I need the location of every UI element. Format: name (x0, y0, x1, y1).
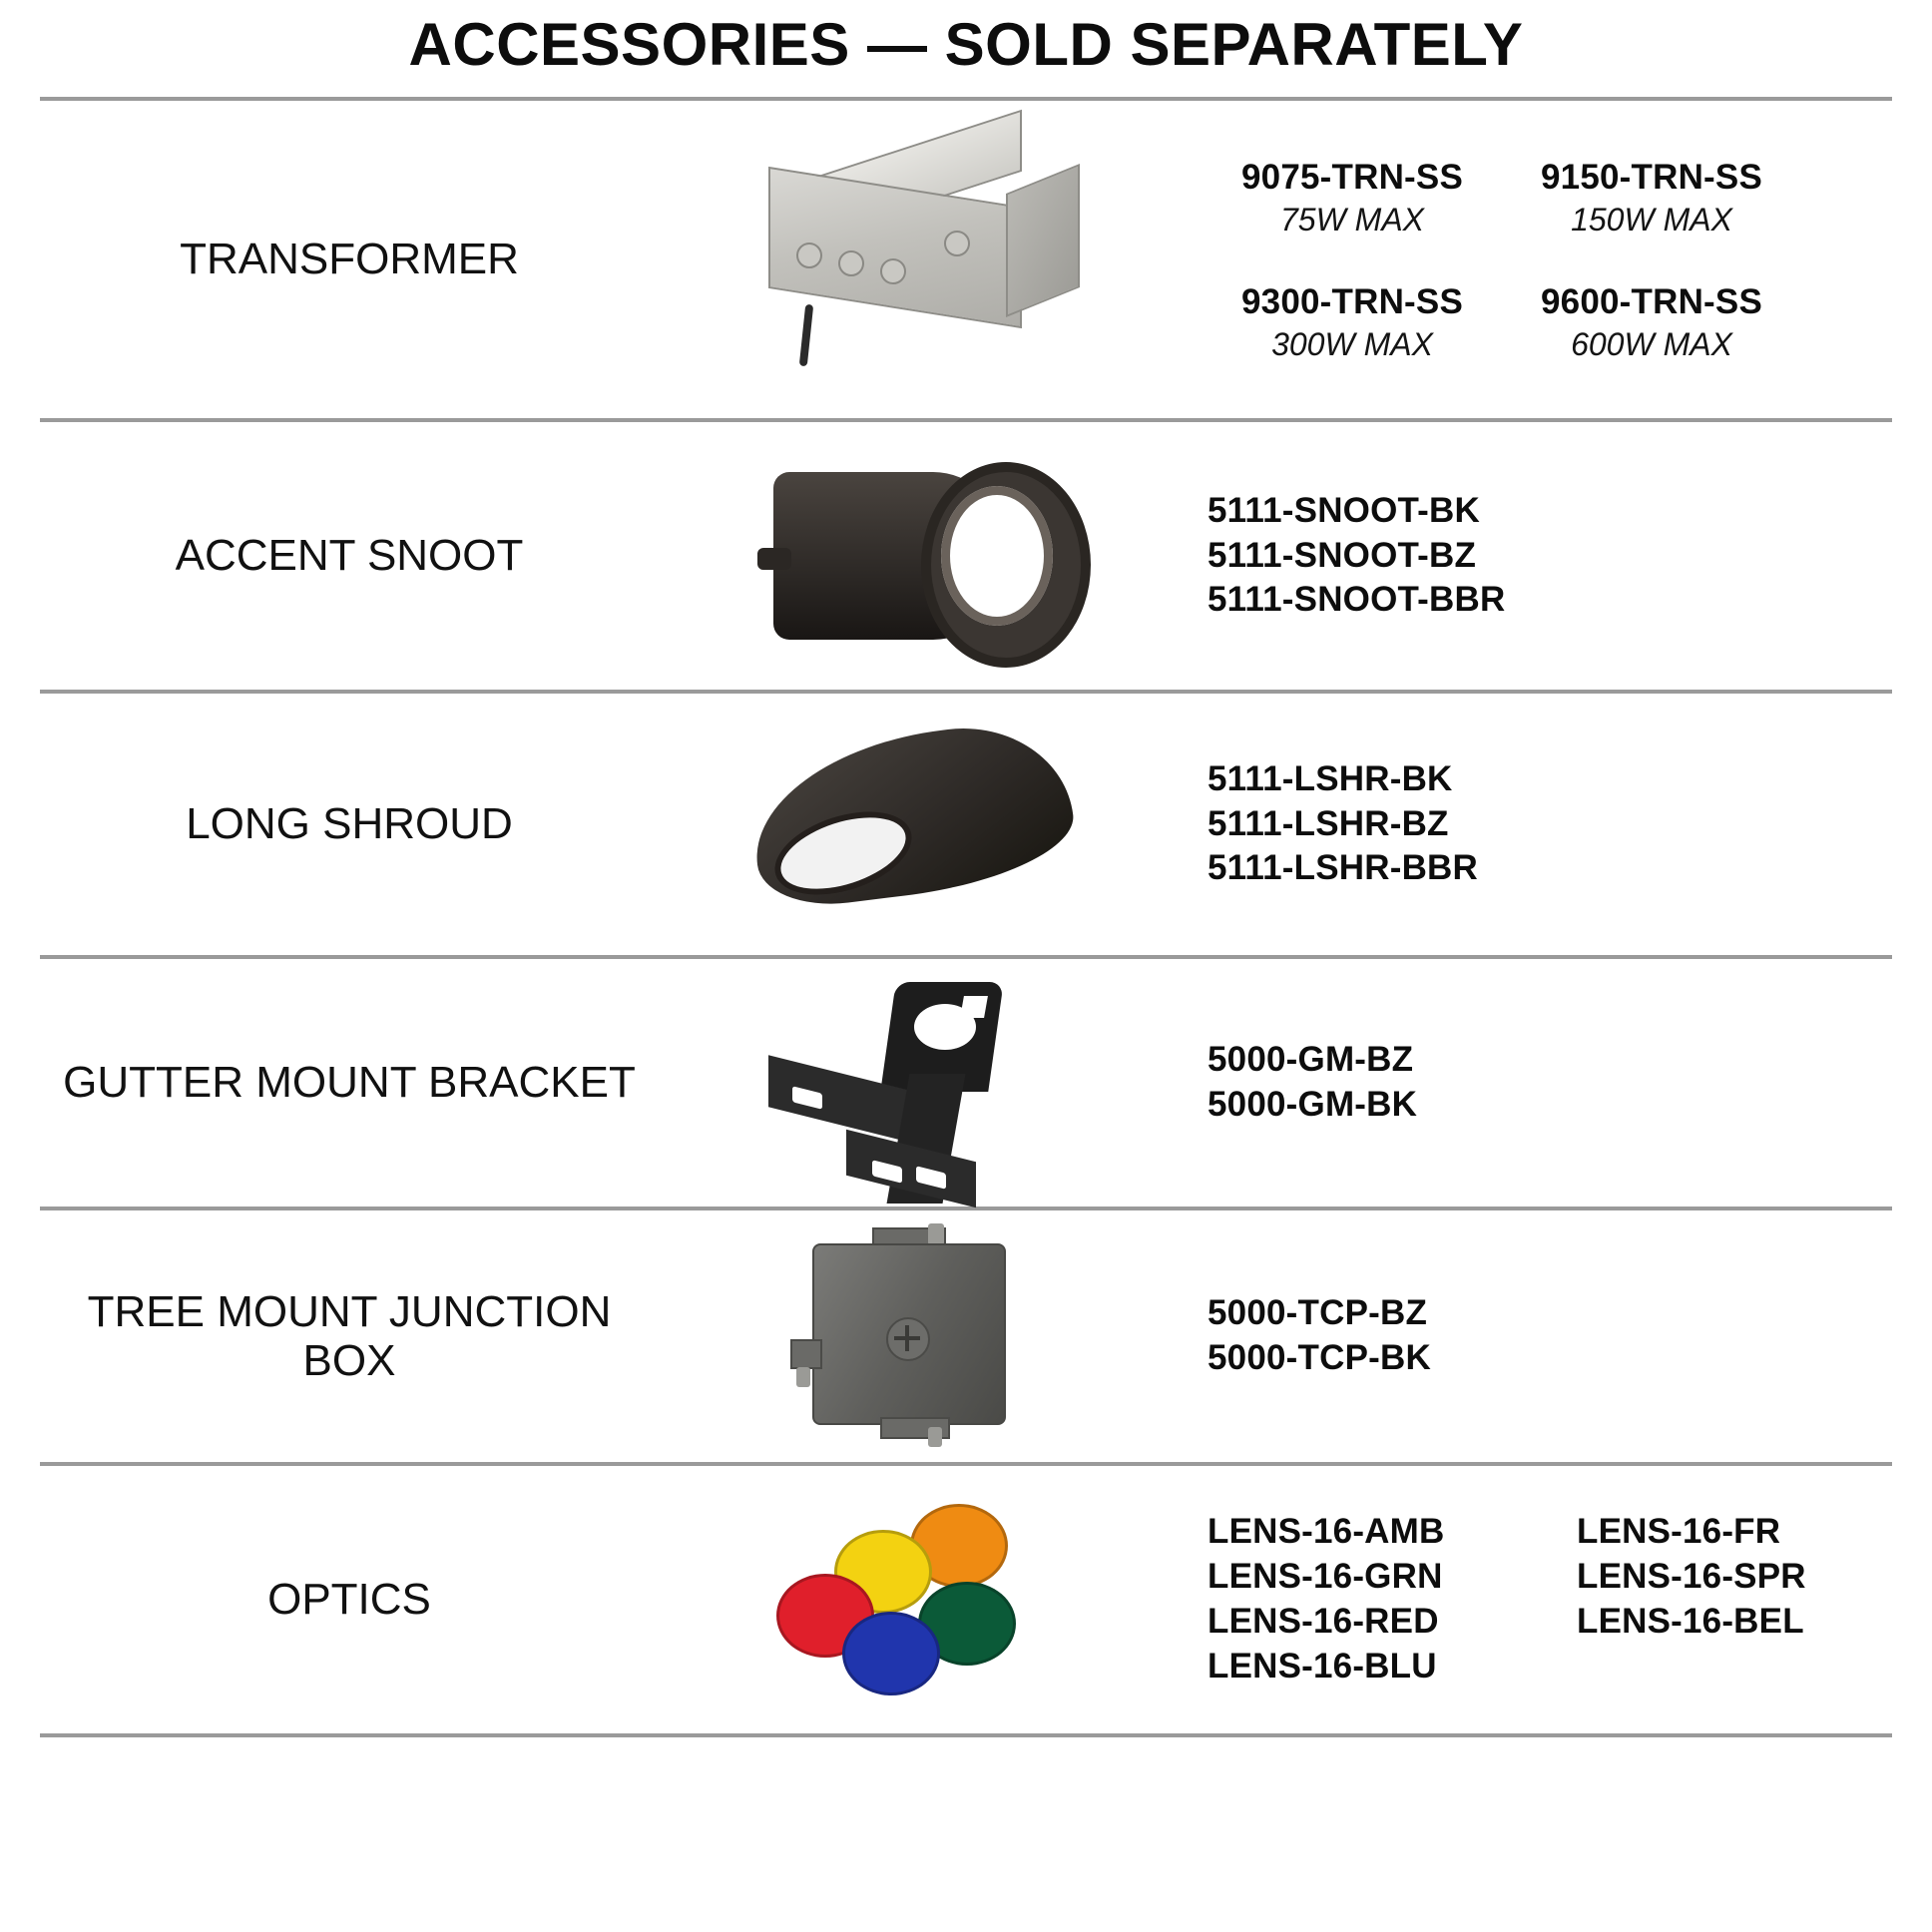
code-subtext: 75W MAX (1279, 201, 1425, 238)
code-text: 5111-LSHR-BK (1208, 758, 1453, 798)
code-text: 5111-LSHR-BZ (1208, 803, 1449, 843)
code-text: LENS-16-BLU (1208, 1646, 1437, 1686)
table-row (40, 101, 1892, 418)
accessory-codes (1178, 156, 1892, 363)
accessory-image-cell (659, 978, 1178, 1188)
code-text: 5111-SNOOT-BK (1208, 490, 1480, 530)
code-text: LENS-16-FR (1577, 1512, 1781, 1552)
code-subtext: 150W MAX (1571, 201, 1732, 238)
code-item (1507, 156, 1796, 239)
table-row (40, 1466, 1892, 1733)
code-text: LENS-16-GRN (1208, 1557, 1443, 1597)
accessory-image-cell (659, 1221, 1178, 1451)
optics-lenses-photo (768, 1500, 1068, 1699)
divider (40, 1733, 1892, 1737)
transformer-photo (738, 145, 1098, 374)
accessory-codes (1178, 757, 1892, 891)
tree-mount-junction-box-photo (768, 1221, 1068, 1451)
accessory-name: TREE MOUNT JUNCTION BOX (87, 1286, 612, 1385)
code-text: 5000-GM-BZ (1208, 1040, 1414, 1080)
page-title: ACCESSORIES — SOLD SEPARATELY (408, 11, 1524, 78)
accessory-name: OPTICS (267, 1575, 431, 1625)
accessory-name: TRANSFORMER (180, 235, 519, 284)
code-text: LENS-16-AMB (1208, 1512, 1445, 1552)
lens-blue-icon (842, 1612, 940, 1695)
code-text: 5000-TCP-BK (1208, 1338, 1431, 1377)
accessory-image-cell (659, 724, 1178, 924)
accessory-codes (1178, 1291, 1892, 1381)
code-text: LENS-16-BEL (1577, 1602, 1804, 1641)
accessory-name: ACCENT SNOOT (175, 531, 524, 581)
code-text: LENS-16-RED (1208, 1602, 1439, 1641)
code-text: 9075-TRN-SS (1241, 157, 1463, 197)
accessory-image-cell (659, 1500, 1178, 1699)
accessory-image-cell (659, 456, 1178, 656)
table-row (40, 1210, 1892, 1462)
accessory-codes (1178, 1038, 1892, 1128)
code-text: 5111-LSHR-BBR (1208, 848, 1479, 888)
long-shroud-photo (738, 724, 1098, 924)
table-row (40, 959, 1892, 1207)
code-item (1208, 156, 1497, 239)
code-subtext: 600W MAX (1571, 325, 1732, 362)
accessory-image-cell (659, 145, 1178, 374)
code-text: 5000-TCP-BZ (1208, 1293, 1428, 1333)
code-text: 9150-TRN-SS (1541, 157, 1762, 197)
accessory-name: GUTTER MOUNT BRACKET (63, 1058, 636, 1108)
code-text: 5111-SNOOT-BBR (1208, 580, 1506, 620)
code-subtext: 300W MAX (1271, 325, 1433, 362)
accessory-codes (1178, 1510, 1892, 1689)
code-text: 9300-TRN-SS (1241, 282, 1463, 321)
code-text: 9600-TRN-SS (1541, 282, 1762, 321)
gutter-mount-bracket-photo (748, 978, 1088, 1188)
code-text: LENS-16-SPR (1577, 1557, 1806, 1597)
accessory-codes (1178, 489, 1892, 623)
code-text: 5111-SNOOT-BZ (1208, 535, 1477, 575)
code-item (1507, 280, 1796, 363)
table-row (40, 694, 1892, 955)
table-row (40, 422, 1892, 690)
code-text: 5000-GM-BK (1208, 1085, 1418, 1124)
code-item (1208, 280, 1497, 363)
accessory-name: LONG SHROUD (186, 799, 513, 849)
accent-snoot-photo (753, 456, 1083, 656)
